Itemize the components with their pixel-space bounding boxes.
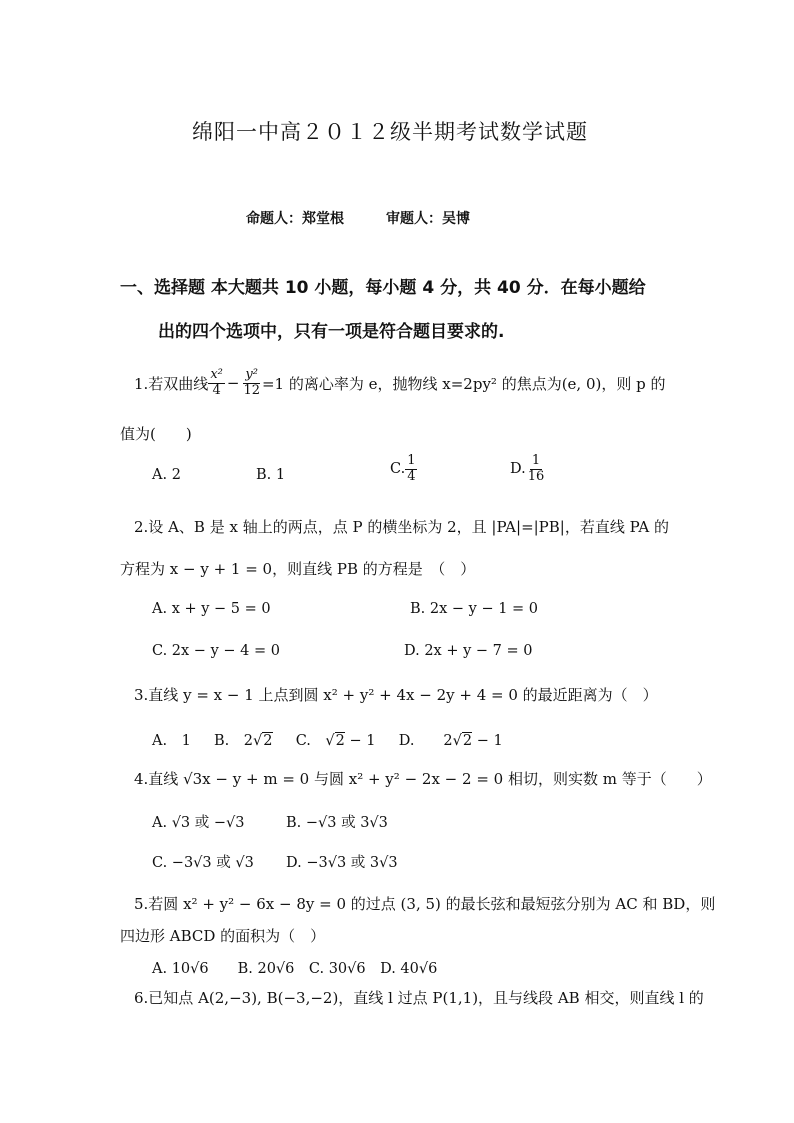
q1-option-d-den: 16 (527, 468, 545, 484)
q1-fraction-x (208, 368, 225, 399)
q1-option-c-label: C. (390, 461, 406, 478)
q1-frac2-num: y² (245, 367, 258, 382)
question-5-line2: 四边形 ABCD 的面积为（ ） (120, 927, 326, 945)
q3-option-d: D. 2√2 − 1 (398, 733, 503, 749)
q1-option-c (390, 454, 417, 485)
question-2-line1: 2.设 A、B 是 x 轴上的两点，点 P 的横坐标为 2，且 |PA|=|PB|，若直线 PA 的 (134, 518, 669, 536)
q1-prefix: 1.若双曲线 (134, 374, 209, 393)
question-5-line1: 5.若圆 x² + y² − 6x − 8y = 0 的过点 (3, 5) 的最长弦和最短弦分别为 AC 和 BD，则 (134, 895, 716, 913)
q2-option-b: B. 2x − y − 1 = 0 (410, 601, 539, 617)
q3-option-c-tail: − 1 (344, 733, 376, 749)
q1-option-a: A. 2 (152, 467, 181, 483)
question-1-line2: 值为( ) (120, 425, 192, 443)
section-heading-line1: 一、选择题 本大题共 10 小题，每小题 4 分，共 40 分．在每小题给 (120, 278, 646, 298)
question-6-line1: 6.已知点 A(2,−3), B(−3,−2)，直线 l 过点 P(1,1)，且与线段 AB 相交，则直线 l 的 (134, 989, 704, 1007)
q1-option-d (510, 454, 546, 485)
q1-option-c-num: 1 (407, 453, 416, 468)
q1-option-d-num: 1 (531, 453, 541, 468)
authors-line: 命题人：郑堂根 审题人：吴博 (246, 211, 470, 227)
q3-option-d-tail: − 1 (472, 733, 503, 749)
q2-option-c: C. 2x − y − 4 = 0 (152, 643, 280, 659)
q4-option-a: A. √3 或 −√3 (152, 815, 245, 831)
q3-options (152, 729, 503, 750)
q2-option-d: D. 2x + y − 7 = 0 (404, 643, 533, 659)
q3-option-d-radicand: 2 (462, 733, 473, 749)
question-3-line1: 3.直线 y = x − 1 上点到圆 x² + y² + 4x − 2y + 4 = 0 的最近距离为（ ） (134, 686, 658, 704)
q3-option-c: C. √2 − 1 (295, 733, 376, 749)
q1-option-b: B. 1 (256, 467, 286, 483)
q3-option-c-label: C. (295, 733, 326, 749)
q1-option-c-fraction (405, 454, 417, 485)
q4-option-c: C. −3√3 或 √3 (152, 855, 254, 871)
q4-option-d: D. −3√3 或 3√3 (286, 855, 398, 871)
section-heading-line2: 出的四个选项中，只有一项是符合题目要求的. (158, 322, 505, 342)
q3-option-b-radicand: 2 (263, 733, 273, 749)
q3-option-b-label: B. 2 (214, 733, 254, 749)
q1-frac1-num: x² (210, 367, 223, 382)
page-title: 绵阳一中高２０１２级半期考试数学试题 (192, 120, 588, 144)
question-4-line1: 4.直线 √3x − y + m = 0 与圆 x² + y² − 2x − 2 = 0 相切，则实数 m 等于（ ） (134, 770, 712, 788)
q2-option-a: A. x + y − 5 = 0 (152, 601, 271, 617)
q1-option-d-label: D. (510, 461, 526, 478)
q3-option-b: B. 2√2 (214, 733, 273, 749)
q1-frac2-den: 12 (243, 382, 260, 398)
q5-options: A. 10√6 B. 20√6 C. 30√6 D. 40√6 (152, 961, 438, 977)
question-2-line2: 方程为 x − y + 1 = 0，则直线 PB 的方程是 （ ） (120, 560, 476, 578)
question-1-line1: 1.若双曲线 $\frac{\text{x²}}{4}$ − $\frac{\text{y²}}{12}$ =1 的离心率为 e，抛物线 x=2py² 的焦点为(e, 0)，则 p 的 (134, 367, 666, 398)
q3-option-d-label: D. 2 (398, 733, 453, 749)
q1-option-c-den: 4 (407, 468, 416, 484)
q3-option-c-radicand: 2 (335, 733, 345, 749)
q1-text: =1 的离心率为 e，抛物线 x=2py² 的焦点为(e, 0)，则 p 的 (261, 374, 666, 393)
q1-frac1-den: 4 (212, 382, 221, 398)
q1-option-d-fraction (526, 454, 547, 485)
q1-fraction-y (241, 368, 262, 399)
q3-option-a: A. 1 (152, 733, 191, 749)
q4-option-b: B. −√3 或 3√3 (286, 815, 388, 831)
